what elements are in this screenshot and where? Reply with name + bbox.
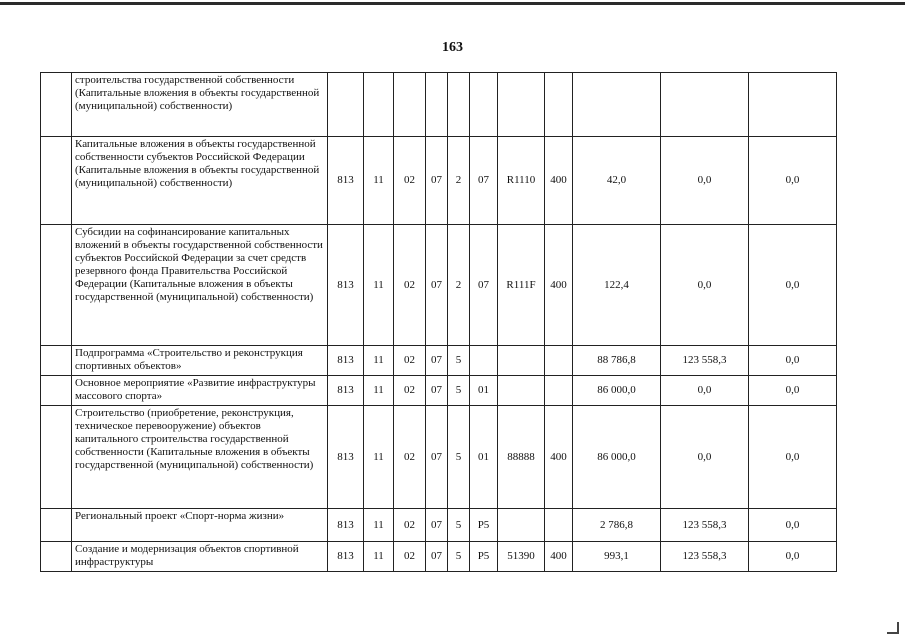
table-cell: 11 xyxy=(364,406,394,509)
table-cell: 0,0 xyxy=(749,509,837,542)
table-cell: 01 xyxy=(470,406,498,509)
table-cell: 07 xyxy=(426,542,448,572)
page-number: 163 xyxy=(442,40,463,55)
table-cell: 02 xyxy=(394,376,426,406)
table-cell: 0,0 xyxy=(749,406,837,509)
table-cell xyxy=(328,73,364,137)
table-cell: 0,0 xyxy=(749,542,837,572)
table-cell: 2 xyxy=(448,137,470,225)
table-cell: 02 xyxy=(394,225,426,346)
table-cell xyxy=(545,376,573,406)
row-number-cell xyxy=(41,376,72,406)
table-cell: 2 786,8 xyxy=(573,509,661,542)
table-cell: 123 558,3 xyxy=(661,346,749,376)
table-cell: 02 xyxy=(394,406,426,509)
table-cell xyxy=(749,73,837,137)
table-cell: Р5 xyxy=(470,509,498,542)
table-cell: 0,0 xyxy=(661,406,749,509)
row-name-cell: Капитальные вложения в объекты государственной собственности субъектов Российской Федерации (Капитальные вложения в объекты государственной (муниципальной) собственности) xyxy=(72,137,328,225)
row-number-cell xyxy=(41,225,72,346)
table-row xyxy=(41,542,837,572)
table-cell xyxy=(470,346,498,376)
table-cell: Р5 xyxy=(470,542,498,572)
row-name-cell: Создание и модернизация объектов спортивной инфраструктуры xyxy=(72,542,328,572)
table-cell: 11 xyxy=(364,509,394,542)
row-name-cell: Субсидии на софинансирование капитальных вложений в объекты государственной собственности субъектов Российской Федерации за счет средств резервного фонда Правительства Российской Федерации (Капитальные вложения в объекты государственной (муниципальной) собственности) xyxy=(72,225,328,346)
top-border-line xyxy=(0,2,905,5)
row-name-cell: Строительство (приобретение, реконструкция, техническое перевооружение) объектов капитального строительства государственной собственности (Капитальные вложения в объекты государственной (муниципальной) собственности) xyxy=(72,406,328,509)
corner-mark xyxy=(887,622,899,634)
table-cell: 88 786,8 xyxy=(573,346,661,376)
table-cell: 11 xyxy=(364,225,394,346)
table-cell: 400 xyxy=(545,406,573,509)
table-cell: 123 558,3 xyxy=(661,542,749,572)
table-cell: 07 xyxy=(426,225,448,346)
table-cell: 07 xyxy=(426,406,448,509)
table-cell: 5 xyxy=(448,376,470,406)
table-cell xyxy=(394,73,426,137)
table-cell: 11 xyxy=(364,376,394,406)
table-cell: 07 xyxy=(426,346,448,376)
table-cell: 02 xyxy=(394,542,426,572)
table-cell: 11 xyxy=(364,542,394,572)
table-cell: 07 xyxy=(470,137,498,225)
row-number-cell xyxy=(41,137,72,225)
table-row xyxy=(41,509,837,542)
table-cell: 993,1 xyxy=(573,542,661,572)
table-cell: 02 xyxy=(394,346,426,376)
table-cell: 813 xyxy=(328,376,364,406)
table-cell: 86 000,0 xyxy=(573,406,661,509)
table-cell xyxy=(498,509,545,542)
table-cell: 0,0 xyxy=(661,376,749,406)
table-cell: 122,4 xyxy=(573,225,661,346)
table-cell: 0,0 xyxy=(661,225,749,346)
table-row xyxy=(41,406,837,509)
table-cell: 02 xyxy=(394,509,426,542)
table-cell xyxy=(545,346,573,376)
row-number-cell xyxy=(41,346,72,376)
table-row xyxy=(41,346,837,376)
table-cell: 0,0 xyxy=(749,225,837,346)
table-cell: 813 xyxy=(328,346,364,376)
table-cell xyxy=(545,509,573,542)
table-row xyxy=(41,73,837,137)
row-name-cell: Основное мероприятие «Развитие инфраструктуры массового спорта» xyxy=(72,376,328,406)
row-number-cell xyxy=(41,406,72,509)
table-cell xyxy=(498,346,545,376)
table-cell: 11 xyxy=(364,346,394,376)
table-cell: 813 xyxy=(328,406,364,509)
row-number-cell xyxy=(41,509,72,542)
table-row xyxy=(41,137,837,225)
table-cell: 07 xyxy=(470,225,498,346)
row-name-cell: Подпрограмма «Строительство и реконструкция спортивных объектов» xyxy=(72,346,328,376)
table-row xyxy=(41,376,837,406)
table-cell: 5 xyxy=(448,406,470,509)
table-row xyxy=(41,225,837,346)
table-cell: 813 xyxy=(328,225,364,346)
table-cell: 0,0 xyxy=(749,137,837,225)
table-cell: 400 xyxy=(545,137,573,225)
table-cell: 07 xyxy=(426,137,448,225)
table-cell: 0,0 xyxy=(749,346,837,376)
table-cell: 400 xyxy=(545,542,573,572)
table-cell: 813 xyxy=(328,542,364,572)
table-cell: 5 xyxy=(448,346,470,376)
table-cell xyxy=(470,73,498,137)
table-cell: 813 xyxy=(328,137,364,225)
table-cell xyxy=(661,73,749,137)
table-cell: 51390 xyxy=(498,542,545,572)
table-cell: 01 xyxy=(470,376,498,406)
table-cell: 2 xyxy=(448,225,470,346)
row-number-cell xyxy=(41,542,72,572)
table-cell: 42,0 xyxy=(573,137,661,225)
table-cell xyxy=(573,73,661,137)
table-cell xyxy=(545,73,573,137)
table-cell: 400 xyxy=(545,225,573,346)
table-cell xyxy=(498,73,545,137)
table-cell: R1110 xyxy=(498,137,545,225)
table-cell: 0,0 xyxy=(749,376,837,406)
table-cell: 5 xyxy=(448,509,470,542)
table-cell: 88888 xyxy=(498,406,545,509)
table-body xyxy=(41,73,837,572)
row-name-cell: Региональный проект «Спорт-норма жизни» xyxy=(72,509,328,542)
table-cell: 11 xyxy=(364,137,394,225)
table-cell xyxy=(448,73,470,137)
table-cell xyxy=(364,73,394,137)
table-cell: 0,0 xyxy=(661,137,749,225)
table-cell: 813 xyxy=(328,509,364,542)
table-cell: 07 xyxy=(426,509,448,542)
table-cell: R111F xyxy=(498,225,545,346)
table-cell: 02 xyxy=(394,137,426,225)
budget-table xyxy=(40,72,837,572)
row-number-cell xyxy=(41,73,72,137)
table-cell: 5 xyxy=(448,542,470,572)
table-cell xyxy=(426,73,448,137)
table-cell: 86 000,0 xyxy=(573,376,661,406)
table-cell xyxy=(498,376,545,406)
row-name-cell: строительства государственной собственности (Капитальные вложения в объекты государственной (муниципальной) собственности) xyxy=(72,73,328,137)
table-cell: 07 xyxy=(426,376,448,406)
table-cell: 123 558,3 xyxy=(661,509,749,542)
